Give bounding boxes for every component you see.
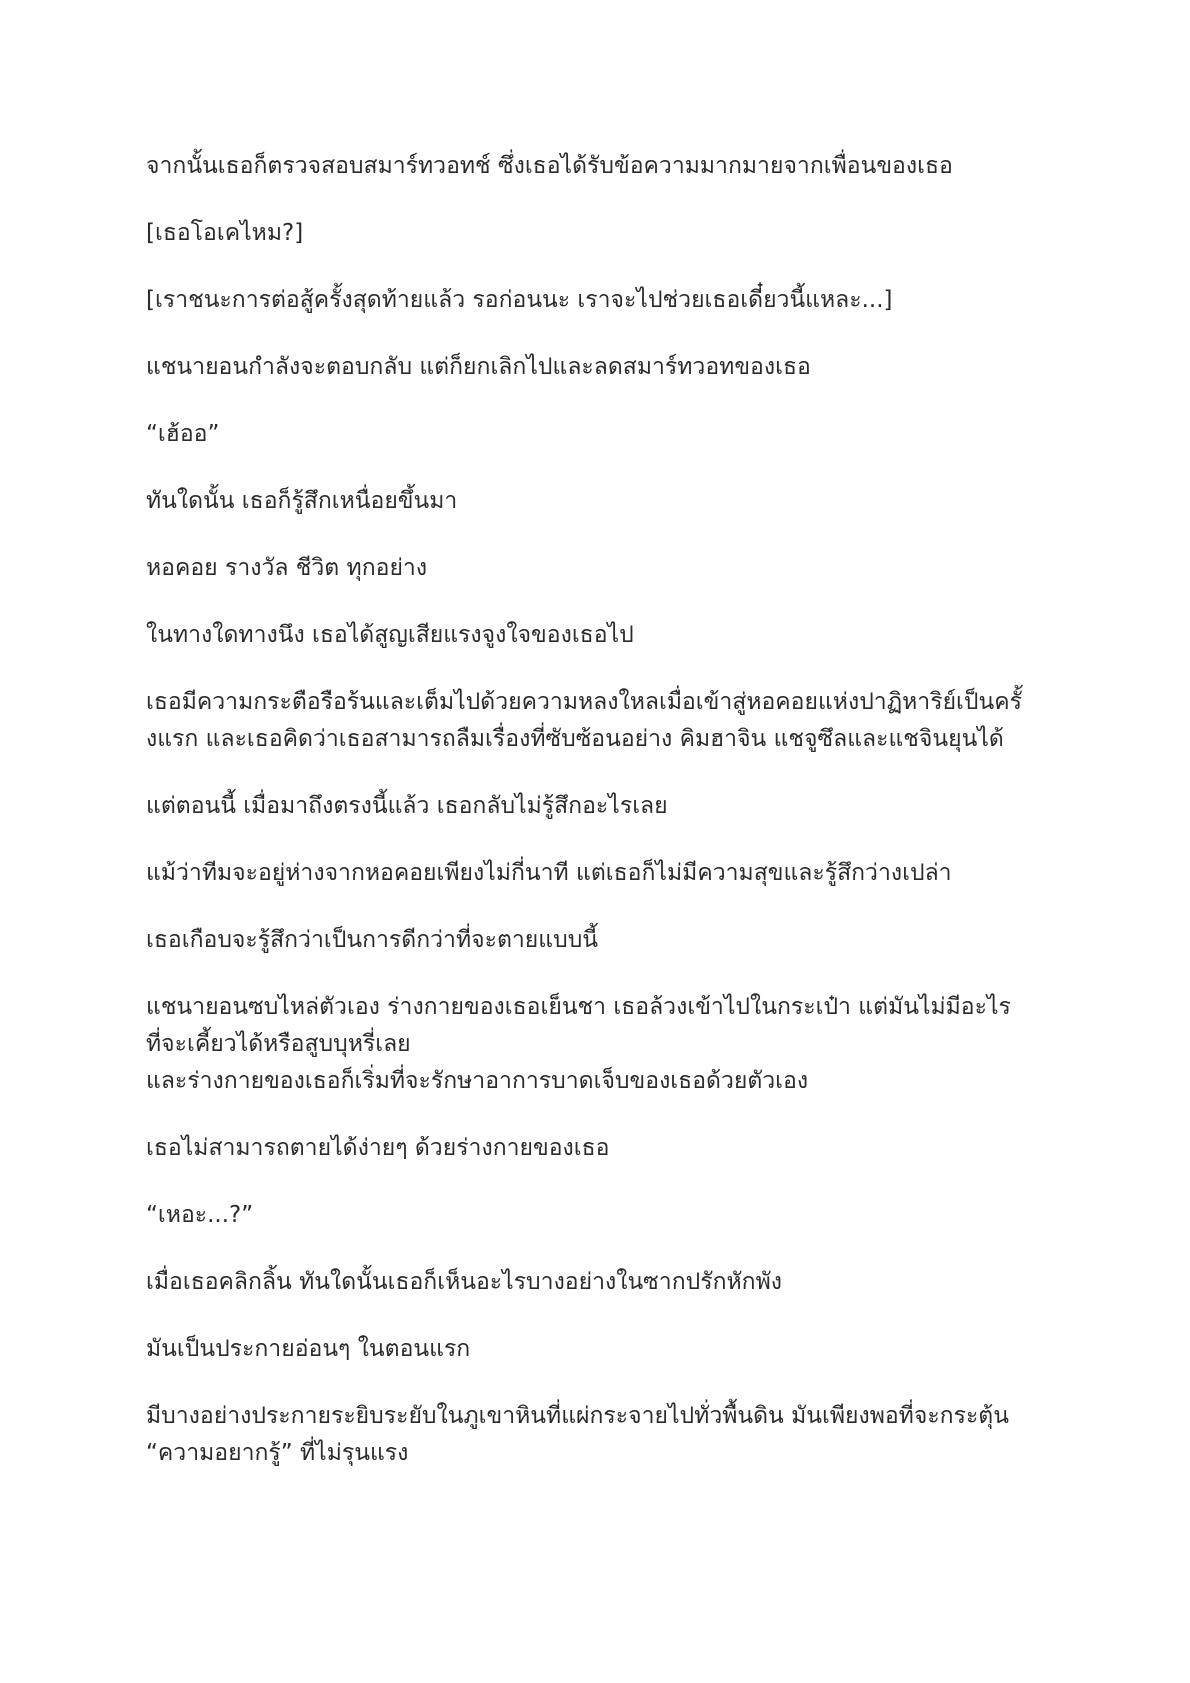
paragraph (146, 1264, 1046, 1301)
paragraph-line: เธอไม่สามารถตายได้ง่ายๆ ด้วยร่างกายของเธอ (146, 1135, 610, 1161)
paragraph (146, 617, 1046, 654)
paragraph (146, 989, 1046, 1100)
paragraph-line: ทันใดนั้น เธอก็รู้สึกเหนื่อยขึ้นมา (146, 488, 458, 514)
paragraph (146, 282, 1046, 319)
paragraph (146, 416, 1046, 453)
paragraph (146, 148, 1046, 185)
paragraph (146, 483, 1046, 520)
paragraph-line: หอคอย รางวัล ชีวิต ทุกอย่าง (146, 555, 428, 581)
paragraph (146, 550, 1046, 587)
paragraph-line: [เราชนะการต่อสู้ครั้งสุดท้ายแล้ว รอก่อนนะ เราจะไปช่วยเธอเดี๋ยวนี้แหละ...] (146, 287, 893, 313)
paragraph-line: “ความอยากรู้” ที่ไม่รุนแรง (146, 1440, 409, 1466)
paragraph-line: งแรก และเธอคิดว่าเธอสามารถลืมเรื่องที่ซับซ้อนอย่าง คิมฮาจิน แชจูซึลและแชจินยุนได้ (146, 726, 1004, 752)
paragraph-line: และร่างกายของเธอก็เริ่มที่จะรักษาอาการบาดเจ็บของเธอด้วยตัวเอง (146, 1068, 809, 1094)
paragraph (146, 922, 1046, 959)
paragraph-line: มีบางอย่างประกายระยิบระยับในภูเขาหินที่แผ่กระจายไปทั่วพื้นดิน มันเพียงพอที่จะกระตุ้น (146, 1403, 1009, 1429)
paragraph-line: ในทางใดทางนึง เธอได้สูญเสียแรงจูงใจของเธอไป (146, 622, 634, 648)
paragraph-line: จากนั้นเธอก็ตรวจสอบสมาร์ทวอทช์ ซึ่งเธอได้รับข้อความมากมายจากเพื่อนของเธอ (146, 153, 953, 179)
paragraph-line: [เธอโอเคไหม?] (146, 220, 304, 246)
paragraph-line: “เฮ้ออ” (146, 421, 220, 447)
paragraph-line: เมื่อเธอคลิกลิ้น ทันใดนั้นเธอก็เห็นอะไรบางอย่างในซากปรักหักพัง (146, 1269, 782, 1295)
paragraph (146, 855, 1046, 892)
paragraph-line: “เหอะ...?” (146, 1202, 254, 1228)
paragraph-line: มันเป็นประกายอ่อนๆ ในตอนแรก (146, 1336, 471, 1362)
paragraph (146, 684, 1046, 758)
paragraph (146, 349, 1046, 386)
paragraph-line: แม้ว่าทีมจะอยู่ห่างจากหอคอยเพียงไม่กี่นาที แต่เธอก็ไม่มีความสุขและรู้สึกว่างเปล่า (146, 860, 952, 886)
paragraph-line: เธอมีความกระตือรือร้นและเต็มไปด้วยความหลงใหลเมื่อเข้าสู่หอคอยแห่งปาฏิหาริย์เป็นครั้ (146, 689, 1022, 715)
paragraph (146, 215, 1046, 252)
paragraph (146, 1197, 1046, 1234)
paragraph (146, 788, 1046, 825)
paragraph-line: แชนายอนกำลังจะตอบกลับ แต่ก็ยกเลิกไปและลดสมาร์ทวอทของเธอ (146, 354, 811, 380)
document-body (146, 148, 1046, 1502)
paragraph-line: เธอเกือบจะรู้สึกว่าเป็นการดีกว่าที่จะตายแบบนี้ (146, 927, 599, 953)
paragraph (146, 1130, 1046, 1167)
paragraph-line: ที่จะเคี้ยวได้หรือสูบบุหรี่เลย (146, 1031, 411, 1057)
paragraph (146, 1331, 1046, 1368)
paragraph-line: แชนายอนซบไหล่ตัวเอง ร่างกายของเธอเย็นชา เธอล้วงเข้าไปในกระเป๋า แต่มันไม่มีอะไร (146, 994, 1011, 1020)
paragraph (146, 1398, 1046, 1472)
paragraph-line: แต่ตอนนี้ เมื่อมาถึงตรงนี้แล้ว เธอกลับไม่รู้สึกอะไรเลย (146, 793, 668, 819)
